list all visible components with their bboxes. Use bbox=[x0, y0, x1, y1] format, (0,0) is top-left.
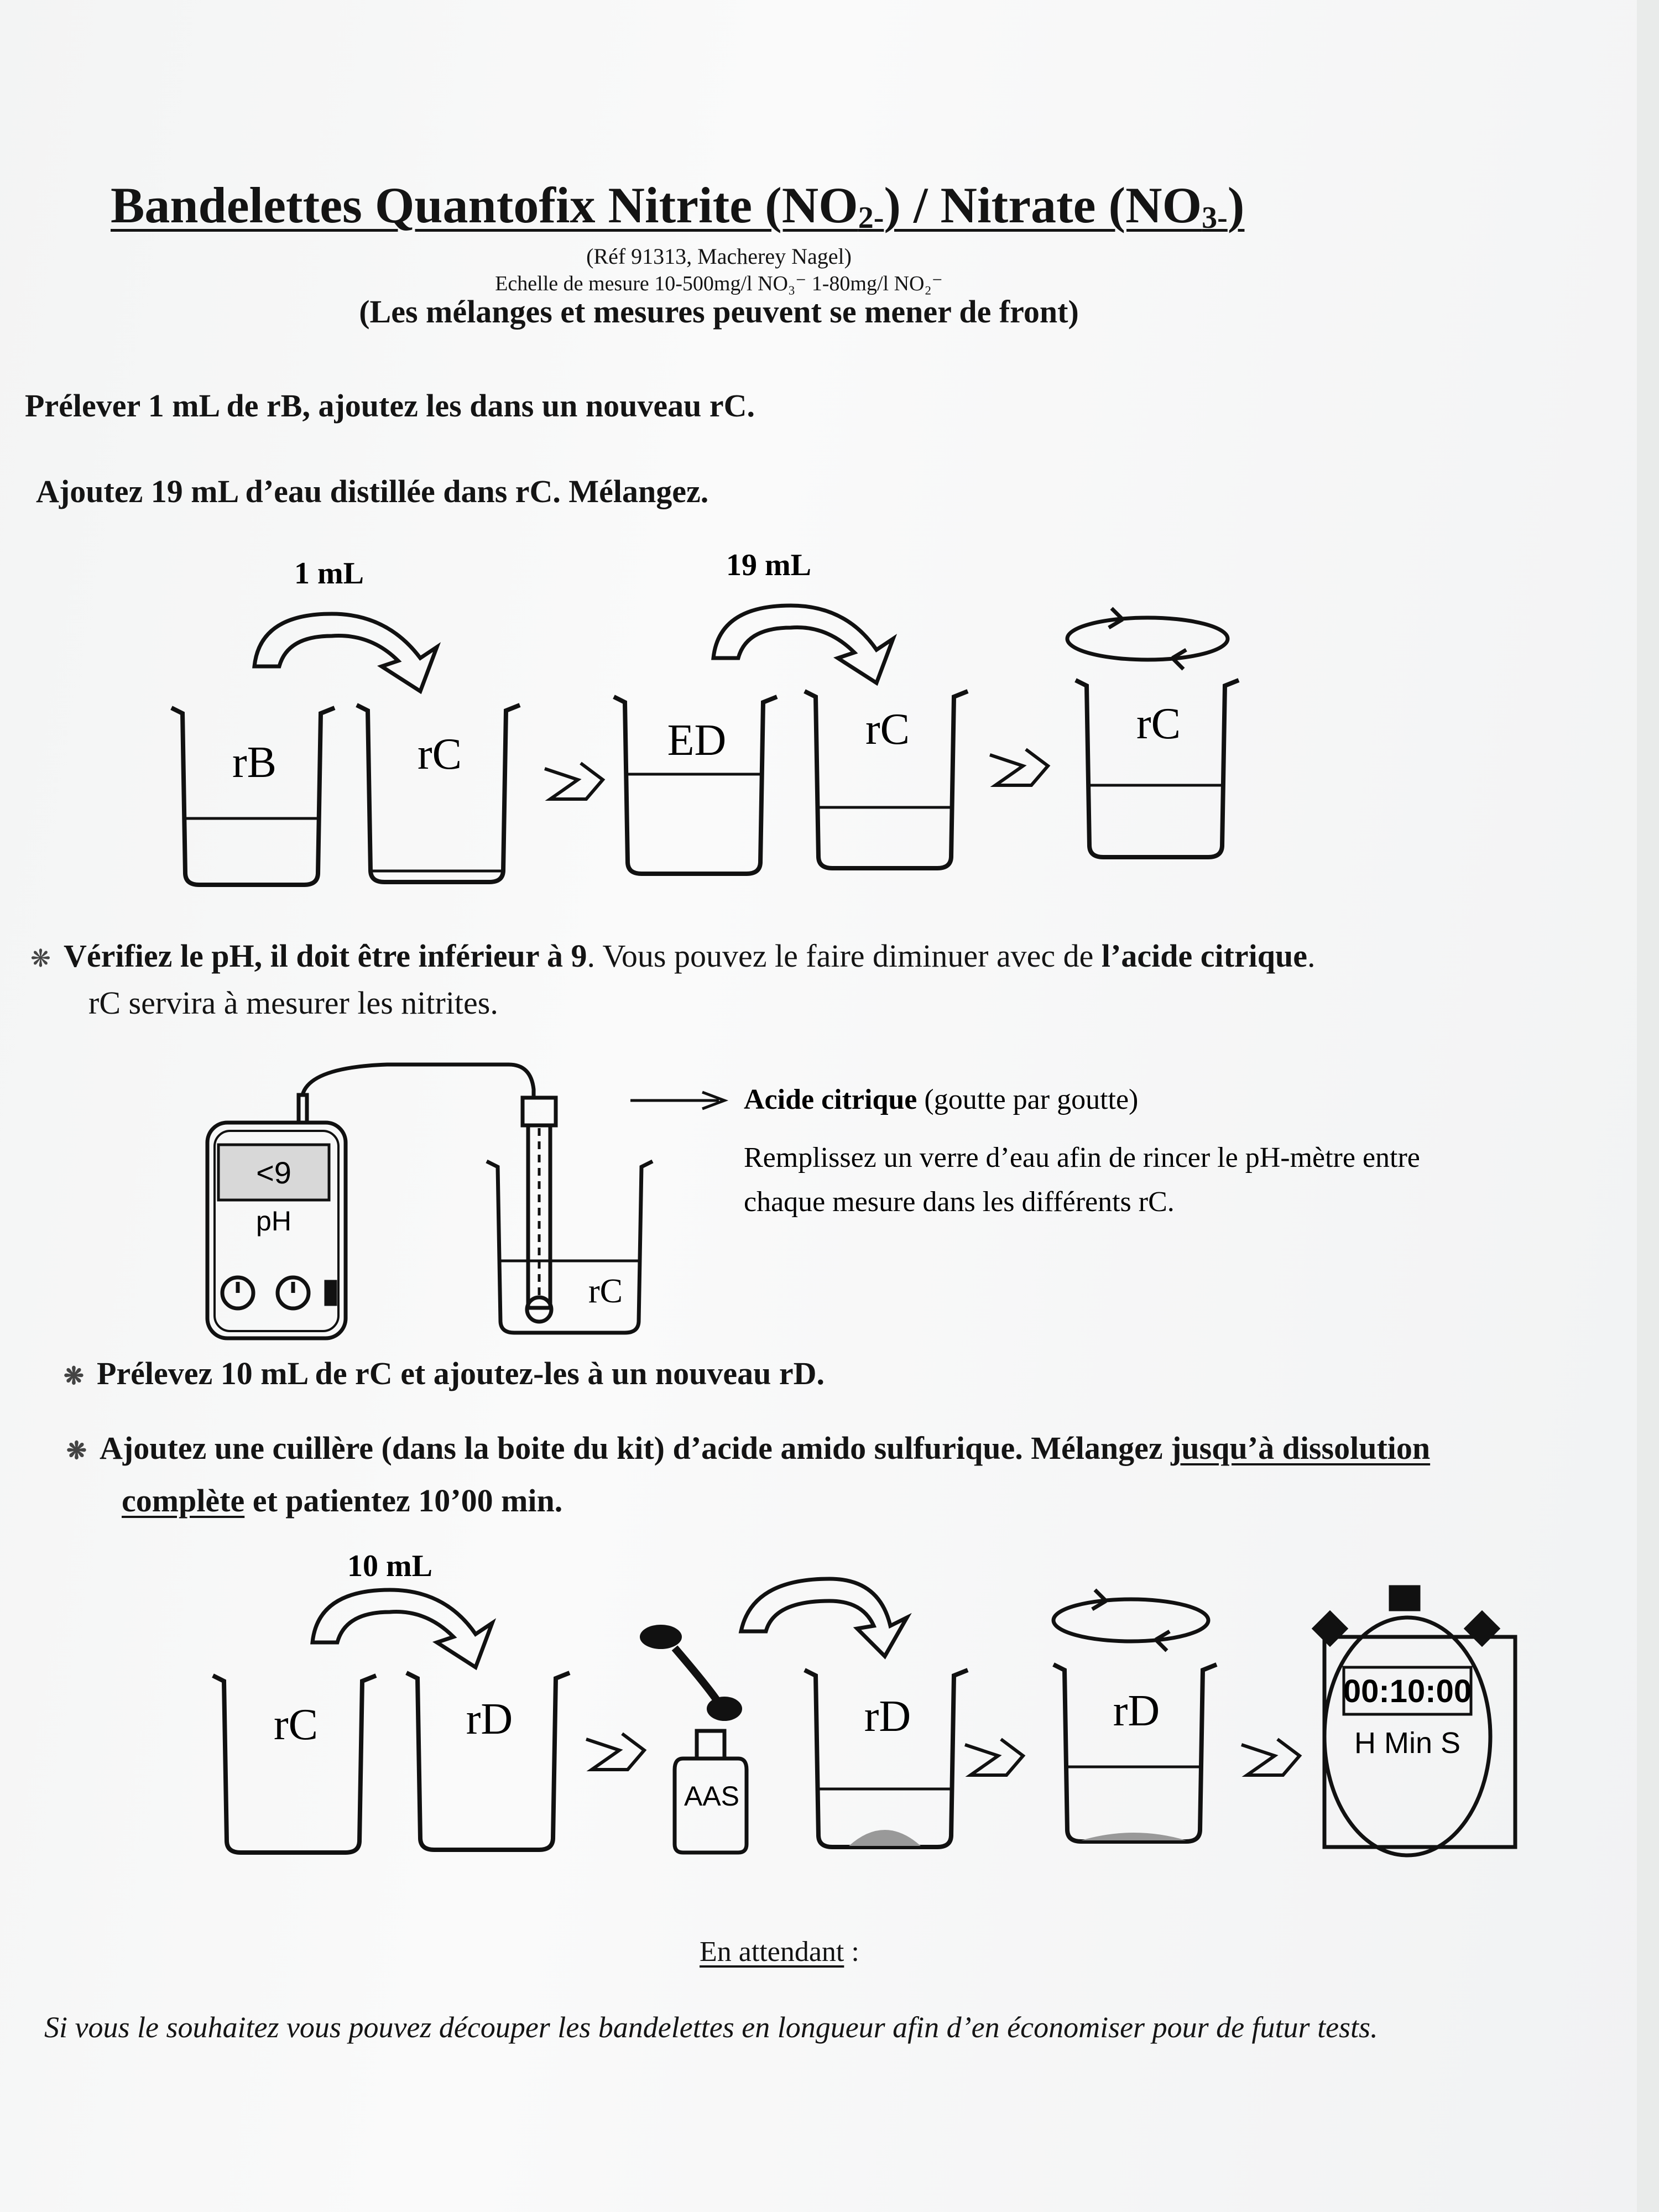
next-step-chevron bbox=[586, 1734, 644, 1770]
sulfamic-acid-diagram bbox=[0, 1554, 1659, 1864]
svg-text:rC: rC bbox=[418, 730, 462, 779]
beaker-rc-source bbox=[213, 1676, 376, 1853]
reference-line: (Réf 91313, Macherey Nagel) bbox=[586, 244, 852, 269]
volume-label-2: 19 mL bbox=[726, 548, 811, 582]
beaker-rc-mixed bbox=[1076, 680, 1239, 857]
beaker-rb bbox=[171, 708, 335, 885]
waiting-text: Si vous le souhaitez vous pouvez découper les bandelettes en longueur afin d’en économiser pour de futur tests. bbox=[44, 2011, 1378, 2044]
rinse-instruction-line-1: Remplissez un verre d’eau afin de rincer le pH-mètre entre bbox=[744, 1142, 1420, 1173]
spoon-icon bbox=[640, 1625, 742, 1721]
timer-display: 00:10:00 bbox=[1343, 1673, 1472, 1709]
step-5-cont: complète et patientez 10’00 min. bbox=[122, 1483, 563, 1519]
step-3-note: rC servira à mesurer les nitrites. bbox=[88, 985, 498, 1021]
mixing-arrows-icon bbox=[1053, 1590, 1208, 1651]
rinse-instruction-line-2: chaque mesure dans les différents rC. bbox=[744, 1186, 1175, 1218]
ph-meter-label: pH bbox=[256, 1206, 291, 1237]
probe-beaker-label: rC bbox=[588, 1272, 623, 1310]
svg-text:rD: rD bbox=[1113, 1687, 1160, 1735]
svg-text:rC: rC bbox=[865, 705, 910, 754]
svg-text:rB: rB bbox=[232, 738, 276, 787]
aas-bottle-label: AAS bbox=[684, 1781, 740, 1812]
beaker-rd-empty bbox=[406, 1673, 570, 1850]
beaker-rc-empty bbox=[357, 705, 520, 882]
ph-meter bbox=[207, 1065, 534, 1338]
beaker-rd-with-powder bbox=[805, 1670, 968, 1847]
bullet-icon: ❋ bbox=[66, 1437, 87, 1464]
intro-note: (Les mélanges et mesures peuvent se mener de front) bbox=[359, 294, 1079, 330]
step-3: ❋ Vérifiez le pH, il doit être inférieur à 9. Vous pouvez le faire diminuer avec de l’acide citrique. bbox=[30, 938, 1316, 974]
beaker-ed bbox=[614, 697, 777, 874]
page-title: Bandelettes Quantofix Nitrite (NO2-) / Nitrate (NO3-) bbox=[111, 177, 1245, 235]
ph-diagram bbox=[0, 1056, 1659, 1344]
next-step-chevron bbox=[965, 1739, 1023, 1775]
stopwatch-icon bbox=[1314, 1587, 1515, 1855]
transfer-arrow-4 bbox=[741, 1579, 907, 1656]
bullet-icon: ❋ bbox=[64, 1363, 84, 1390]
bullet-icon: ❋ bbox=[30, 945, 51, 972]
dilution-diagram bbox=[0, 547, 1659, 907]
step-2: Ajoutez 19 mL d’eau distillée dans rC. Mélangez. bbox=[36, 473, 709, 509]
arrow-right-icon bbox=[630, 1092, 724, 1109]
next-step-chevron bbox=[990, 749, 1048, 785]
step-4: ❋ Prélevez 10 mL de rC et ajoutez-les à un nouveau rD. bbox=[64, 1355, 825, 1391]
svg-text:rC: rC bbox=[1136, 700, 1181, 748]
step-1: Prélever 1 mL de rB, ajoutez les dans un nouveau rC. bbox=[25, 388, 755, 424]
next-step-chevron bbox=[1241, 1739, 1300, 1775]
svg-text:ED: ED bbox=[667, 716, 727, 765]
beaker-rd-mixing bbox=[1053, 1665, 1217, 1841]
transfer-arrow-2 bbox=[713, 606, 893, 683]
timer-units: H Min S bbox=[1354, 1726, 1461, 1760]
volume-label-3: 10 mL bbox=[347, 1554, 432, 1583]
svg-text:rD: rD bbox=[466, 1695, 513, 1744]
beaker-rc-partial bbox=[805, 691, 968, 868]
next-step-chevron bbox=[545, 763, 603, 799]
acid-instruction: Acide citrique (goutte par goutte) bbox=[744, 1084, 1139, 1115]
transfer-arrow-1 bbox=[254, 614, 437, 691]
waiting-heading: En attendant : bbox=[700, 1936, 859, 1968]
transfer-arrow-3 bbox=[312, 1590, 492, 1667]
mixing-arrows-icon bbox=[1067, 608, 1228, 669]
ph-display-value: <9 bbox=[256, 1155, 291, 1190]
probe-beaker bbox=[487, 1098, 653, 1333]
measure-scale-line: Echelle de mesure 10-500mg/l NO₃⁻ 1-80mg/l NO₂⁻ bbox=[495, 272, 943, 295]
svg-text:rC: rC bbox=[274, 1700, 318, 1749]
svg-text:rD: rD bbox=[864, 1692, 911, 1741]
step-5: ❋ Ajoutez une cuillère (dans la boite du kit) d’acide amido sulfurique. Mélangez jusqu’à dissolution bbox=[66, 1430, 1431, 1466]
volume-label-1: 1 mL bbox=[294, 556, 364, 591]
